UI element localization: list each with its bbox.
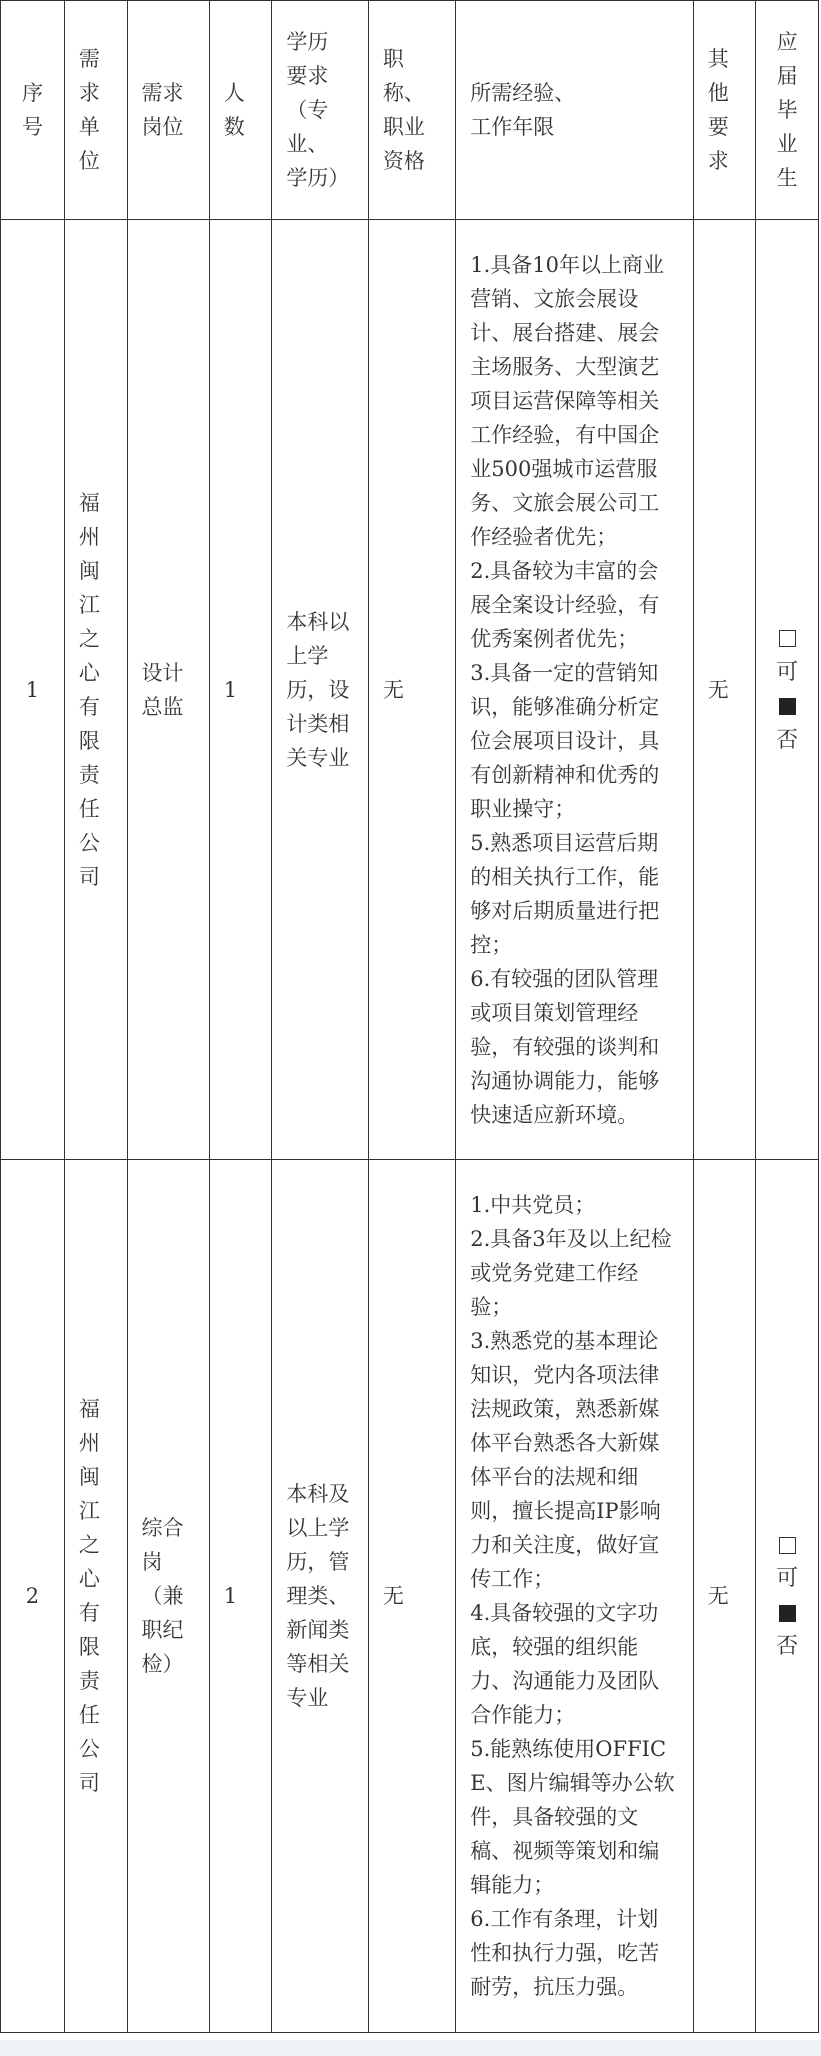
row-count: 1 (209, 220, 272, 1160)
header-count: 人 数 (209, 1, 272, 220)
row-unit: 福州闽江之心有限责任公司 (64, 1160, 127, 2033)
table-row (1, 220, 819, 1160)
checkbox-empty-icon (779, 1537, 796, 1554)
row-post: 综合岗（兼职纪检） (127, 1160, 209, 2033)
row-experience: 1.中共党员； 2.具备3年及以上纪检或党务党建工作经验； 3.熟悉党的基本理论知识，党内各项法律法规政策，熟悉新媒体平台熟悉各大新媒体平台的法规和细则，擅长提高IP影响力和关注度，做好宣传工作； 4.具备较强的文字功底，较强的组织能力、沟通能力及团队合作能力； 5.能熟练使用OFFICE、图片编辑等办公软件，具备较强的文稿、视频等策划和编辑能力； 6.工作有条理，计划性和执行力强，吃苦耐劳，抗压力强。 (456, 1160, 693, 2033)
table-row (1, 1160, 819, 2033)
row-title: 无 (368, 1160, 455, 2033)
header-other: 其 他 要 求 (693, 1, 756, 220)
row-grad: 可 否 (756, 1160, 819, 2033)
row-edu: 本科及以上学历，管理类、新闻类等相关专业 (272, 1160, 369, 2033)
header-seq: 序 号 (1, 1, 65, 220)
checkbox-filled-icon (779, 698, 796, 715)
row-experience: 1.具备10年以上商业营销、文旅会展设计、展台搭建、展会主场服务、大型演艺项目运营保障等相关工作经验，有中国企业500强城市运营服务、文旅会展公司工作经验者优先； 2.具备较为丰富的会展全案设计经验，有优秀案例者优先； 3.具备一定的营销知识，能够准确分析定位会展项目设计，具有创新精神和优秀的职业操守； 5.熟悉项目运营后期的相关执行工作，能够对后期质量进行把控； 6.有较强的团队管理或项目策划管理经验，有较强的谈判和沟通协调能力，能够快速适应新环境。 (456, 220, 693, 1160)
checkbox-empty-icon (779, 630, 796, 647)
header-unit: 需 求 单 位 (64, 1, 127, 220)
row-unit: 福州闽江之心有限责任公司 (64, 220, 127, 1160)
header-title: 职 称、 职业 资格 (368, 1, 455, 220)
row-other: 无 (693, 1160, 756, 2033)
checkbox-filled-icon (779, 1605, 796, 1622)
header-row (1, 1, 819, 220)
row-other: 无 (693, 220, 756, 1160)
header-grad: 应 届 毕 业 生 (756, 1, 819, 220)
row-grad: 可 否 (756, 220, 819, 1160)
row-post: 设计总监 (127, 220, 209, 1160)
header-edu: 学历 要求 （专 业、 学历） (272, 1, 369, 220)
row-edu: 本科以上学历，设计类相关专业 (272, 220, 369, 1160)
row-title: 无 (368, 220, 455, 1160)
row-seq: 2 (1, 1160, 65, 2033)
row-count: 1 (209, 1160, 272, 2033)
header-exp: 所需经验、 工作年限 (456, 1, 693, 220)
page-footer-band (0, 2040, 821, 2056)
row-seq: 1 (1, 220, 65, 1160)
header-post: 需求 岗位 (127, 1, 209, 220)
